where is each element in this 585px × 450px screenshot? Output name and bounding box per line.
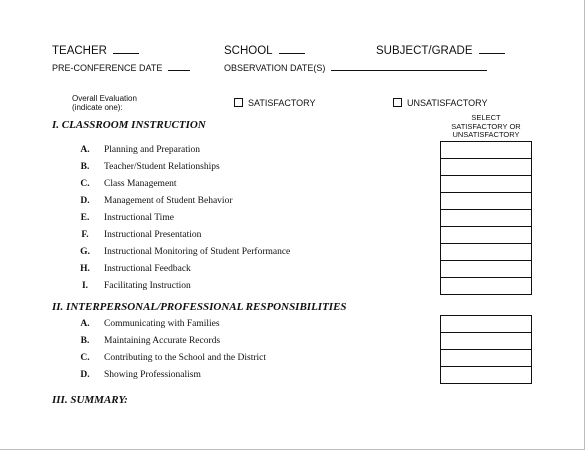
answer-cell[interactable] bbox=[441, 193, 531, 210]
item-letter: B. bbox=[80, 336, 90, 346]
school-label: SCHOOL bbox=[224, 45, 273, 57]
item-label: Instructional Time bbox=[104, 213, 174, 223]
item-label: Contributing to the School and the District bbox=[104, 353, 267, 363]
answer-cell[interactable] bbox=[441, 142, 531, 159]
section-1-answer-grid bbox=[440, 141, 532, 295]
answer-cell[interactable] bbox=[441, 350, 531, 367]
observation-date-label: OBSERVATION DATE(S) bbox=[224, 63, 326, 73]
item-letter: D. bbox=[80, 370, 90, 380]
item-label: Planning and Preparation bbox=[104, 145, 201, 155]
observation-date-blank[interactable] bbox=[331, 62, 487, 71]
observation-date-field bbox=[224, 62, 487, 73]
item-letter: E. bbox=[80, 213, 90, 223]
item-label: Teacher/Student Relationships bbox=[104, 162, 220, 172]
teacher-blank[interactable] bbox=[113, 44, 139, 54]
section-title: II. INTERPERSONAL/PROFESSIONAL RESPONSIBILITIES bbox=[52, 301, 347, 313]
answer-cell[interactable] bbox=[441, 176, 531, 193]
satisfactory-checkbox[interactable] bbox=[234, 98, 243, 107]
item-label: Communicating with Families bbox=[104, 319, 220, 329]
school-field bbox=[224, 44, 305, 57]
item-label: Instructional Feedback bbox=[104, 264, 191, 274]
item-letter: C. bbox=[80, 353, 90, 363]
item-letter: C. bbox=[80, 179, 90, 189]
select-header-line2: SATISFACTORY OR bbox=[451, 121, 521, 131]
answer-cell[interactable] bbox=[441, 227, 531, 244]
pre-conference-date-label: PRE-CONFERENCE DATE bbox=[52, 63, 163, 73]
school-blank[interactable] bbox=[279, 44, 305, 54]
answer-cell[interactable] bbox=[441, 261, 531, 278]
item-letter: D. bbox=[80, 196, 90, 206]
item-letter: G. bbox=[80, 247, 90, 257]
teacher-label: TEACHER bbox=[52, 45, 107, 57]
item-letter: B. bbox=[80, 162, 90, 172]
select-header-line1: SELECT bbox=[471, 113, 501, 122]
answer-cell[interactable] bbox=[441, 244, 531, 261]
item-label: Facilitating Instruction bbox=[104, 281, 191, 291]
unsatisfactory-option-label: UNSATISFACTORY bbox=[407, 98, 488, 108]
overall-evaluation-line2: (indicate one): bbox=[72, 103, 123, 112]
answer-cell[interactable] bbox=[441, 367, 531, 384]
item-letter: A. bbox=[80, 319, 90, 329]
item-label: Maintaining Accurate Records bbox=[104, 336, 221, 346]
section-2-answer-grid bbox=[440, 315, 532, 384]
overall-evaluation-line1: Overall Evaluation bbox=[72, 94, 137, 103]
select-header-line3: UNSATISFACTORY bbox=[452, 130, 520, 139]
overall-evaluation-label bbox=[72, 94, 137, 112]
section-title: I. CLASSROOM INSTRUCTION bbox=[52, 119, 206, 131]
answer-cell[interactable] bbox=[441, 278, 531, 295]
item-letter: A. bbox=[80, 145, 90, 155]
satisfactory-option-label: SATISFACTORY bbox=[248, 98, 316, 108]
unsatisfactory-checkbox[interactable] bbox=[393, 98, 402, 107]
item-letter: H. bbox=[80, 264, 90, 274]
item-label: Instructional Monitoring of Student Performance bbox=[104, 247, 291, 257]
subject-grade-blank[interactable] bbox=[479, 44, 505, 54]
item-label: Class Management bbox=[104, 179, 177, 189]
item-label: Showing Professionalism bbox=[104, 370, 201, 380]
answer-cell[interactable] bbox=[441, 159, 531, 176]
pre-conference-date-field bbox=[52, 62, 190, 73]
item-letter: I. bbox=[81, 281, 89, 291]
answer-cell[interactable] bbox=[441, 333, 531, 350]
answer-cell[interactable] bbox=[441, 316, 531, 333]
subject-grade-field bbox=[376, 44, 505, 57]
section-title: III. SUMMARY: bbox=[52, 394, 128, 406]
pre-conference-date-blank[interactable] bbox=[168, 62, 190, 71]
answer-cell[interactable] bbox=[441, 210, 531, 227]
subject-grade-label: SUBJECT/GRADE bbox=[376, 45, 473, 57]
item-label: Instructional Presentation bbox=[104, 230, 202, 240]
item-label: Management of Student Behavior bbox=[104, 196, 233, 206]
item-letter: F. bbox=[81, 230, 89, 240]
teacher-field bbox=[52, 44, 139, 57]
select-column-header bbox=[440, 114, 532, 140]
